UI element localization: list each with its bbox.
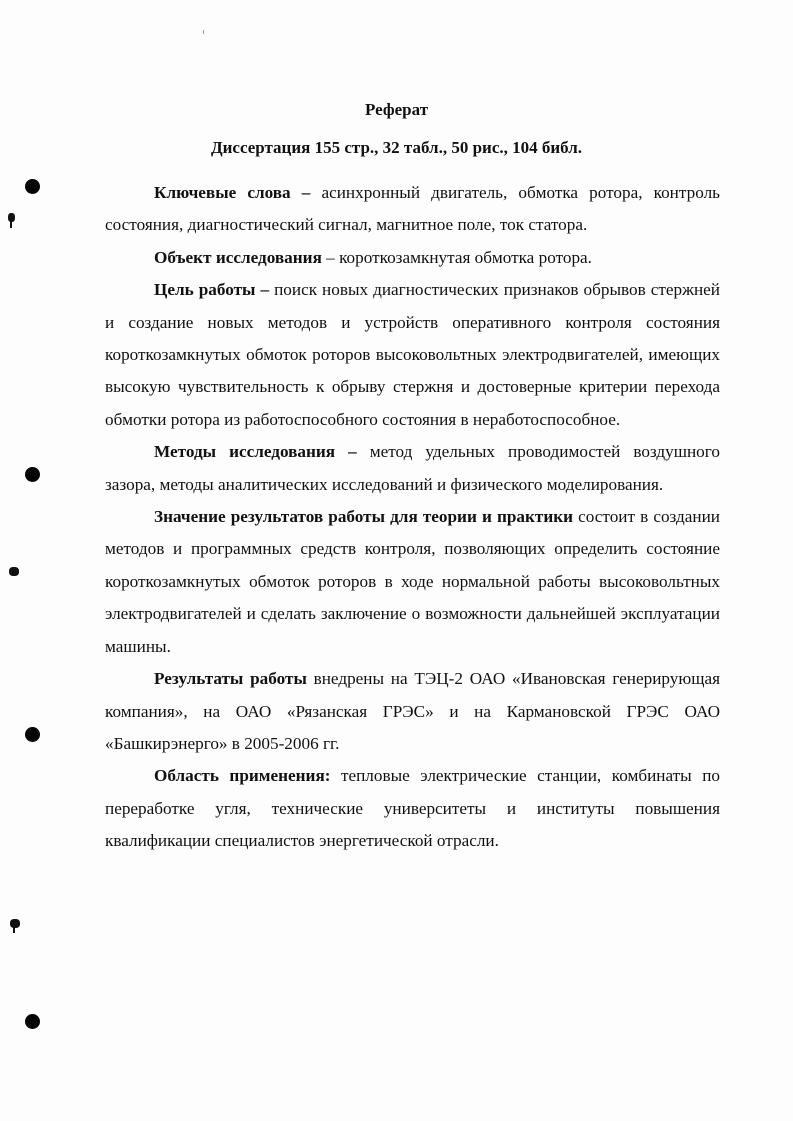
scan-speck <box>10 919 20 928</box>
paragraph-text: – короткозамкнутая обмотка ротора. <box>321 247 592 267</box>
paragraph-object <box>105 242 720 274</box>
punch-hole <box>25 467 40 482</box>
paragraph-text: внедрены на ТЭЦ-2 ОАО «Ивановская генерирующая компания», на ОАО «Рязанская ГРЭС» и на Кармановской ГРЭС ОАО «Башкирэнерго» в 2005-2006 гг. <box>105 669 720 753</box>
scan-mark <box>203 30 204 34</box>
paragraph-text: метод удельных проводимостей воздушного зазора, методы аналитических исследований и физического моделирования. <box>105 442 720 494</box>
paragraph-text: тепловые электрические станции, комбинаты по переработке угля, технические университеты и институты повышения квалификации специалистов энергетической отрасли. <box>105 766 720 851</box>
scan-speck <box>13 925 15 933</box>
scan-speck <box>10 220 12 228</box>
paragraph-keywords <box>105 177 720 242</box>
paragraph-lead: Объект исследования <box>154 247 322 267</box>
paragraph-lead: Значение результатов работы для теории и практики <box>154 507 574 527</box>
paragraph-text: состоит в создании методов и программных средств контроля, позволяющих определить состояние короткозамкнутых обмоток роторов в ходе нормальной работы высоковольтных электродвигателей и сделать заключение о возможности дальнейшей эксплуатации машины. <box>105 507 720 656</box>
punch-hole <box>25 1014 40 1029</box>
scan-speck <box>9 567 19 576</box>
punch-hole <box>25 727 40 742</box>
paragraph-lead: Методы исследования – <box>154 442 357 462</box>
abstract-body <box>105 177 720 858</box>
paragraph-goal <box>105 274 720 436</box>
paragraph-lead: Цель работы – <box>154 280 270 300</box>
paragraph-significance <box>105 501 720 663</box>
paragraph-lead: Ключевые слова – <box>154 183 311 202</box>
paragraph-text: асинхронный двигатель, обмотка ротора, контроль состояния, диагностический сигнал, магнитное поле, ток статора. <box>105 183 720 235</box>
paragraph-lead: Результаты работы <box>154 669 307 689</box>
paragraph-lead: Область применения: <box>154 766 331 786</box>
page-title: Реферат <box>364 100 429 119</box>
paragraph-application <box>105 760 720 857</box>
paragraph-text: поиск новых диагностических признаков обрывов стержней и создание новых методов и устройств оперативного контроля состояния короткозамкнутых обмоток роторов высоковольтных электродвигателей, имеющих высокую чувствительность к обрыву стержня и достоверные критерии перехода обмотки ротора из работоспособного состояния в неработоспособное. <box>105 280 720 429</box>
paragraph-results <box>105 663 720 760</box>
dissertation-summary: Диссертация 155 стр., 32 табл., 50 рис., 104 библ. <box>210 138 583 157</box>
paragraph-methods <box>105 436 720 501</box>
punch-hole <box>25 179 40 194</box>
